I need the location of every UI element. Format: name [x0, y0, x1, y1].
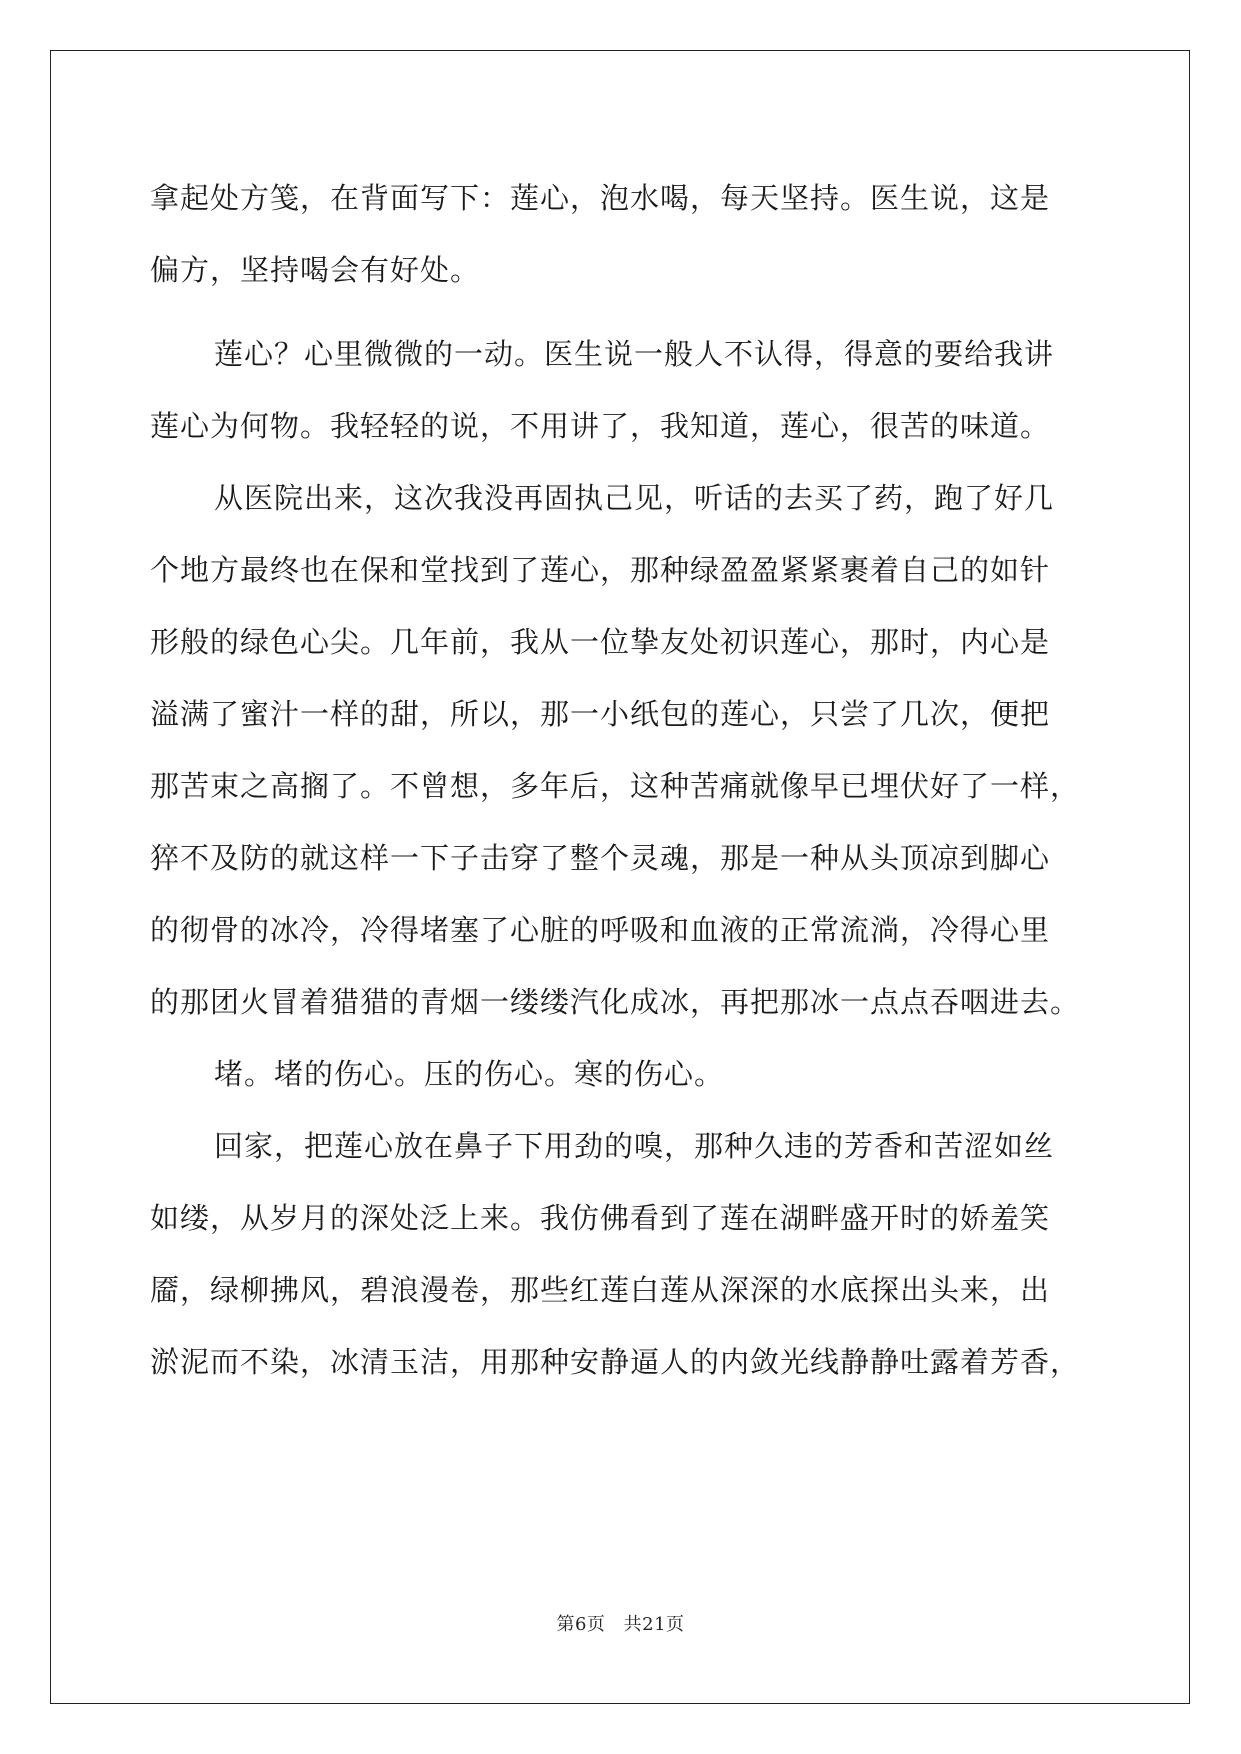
text-line: 形般的绿色心尖。几年前，我从一位挚友处初识莲心，那时，内心是 [150, 625, 1051, 659]
text-line: 靥，绿柳拂风，碧浪漫卷，那些红莲白莲从深深的水底探出头来，出 [150, 1273, 1051, 1307]
text-line: 那苦束之高搁了。不曾想，多年后，这种苦痛就像早已埋伏好了一样， [150, 769, 1081, 803]
text-line: 的彻骨的冰冷，冷得堵塞了心脏的呼吸和血液的正常流淌，冷得心里 [150, 913, 1051, 947]
current-page-number: 第6页 [556, 1614, 606, 1635]
page-footer [0, 1610, 1241, 1636]
text-line: 猝不及防的就这样一下子击穿了整个灵魂，那是一种从头顶凉到脚心 [150, 841, 1051, 875]
total-pages: 共21页 [623, 1614, 685, 1635]
text-line: 个地方最终也在保和堂找到了莲心，那种绿盈盈紧紧裹着自己的如针 [150, 553, 1051, 587]
paragraph-start-line: 莲心？心里微微的一动。医生说一般人不认得，得意的要给我讲 [214, 337, 1055, 371]
text-line: 如缕，从岁月的深处泛上来。我仿佛看到了莲在湖畔盛开时的娇羞笑 [150, 1201, 1051, 1235]
paragraph-start-line: 堵。堵的伤心。压的伤心。寒的伤心。 [214, 1057, 725, 1091]
document-body [150, 162, 1090, 1398]
text-line: 的那团火冒着猎猎的青烟一缕缕汽化成冰，再把那冰一点点吞咽进去。 [150, 985, 1081, 1019]
text-line: 偏方，坚持喝会有好处。 [150, 253, 481, 287]
paragraph-start-line: 从医院出来，这次我没再固执己见，听话的去买了药，跑了好几 [214, 481, 1055, 515]
text-line: 淤泥而不染，冰清玉洁，用那种安静逼人的内敛光线静静吐露着芳香， [150, 1345, 1081, 1379]
text-line: 莲心为何物。我轻轻的说，不用讲了，我知道，莲心，很苦的味道。 [150, 409, 1051, 443]
text-line: 拿起处方笺，在背面写下：莲心，泡水喝，每天坚持。医生说，这是 [150, 181, 1051, 215]
paragraph-start-line: 回家，把莲心放在鼻子下用劲的嗅，那种久违的芳香和苦涩如丝 [214, 1129, 1055, 1163]
text-line: 溢满了蜜汁一样的甜，所以，那一小纸包的莲心，只尝了几次，便把 [150, 697, 1051, 731]
